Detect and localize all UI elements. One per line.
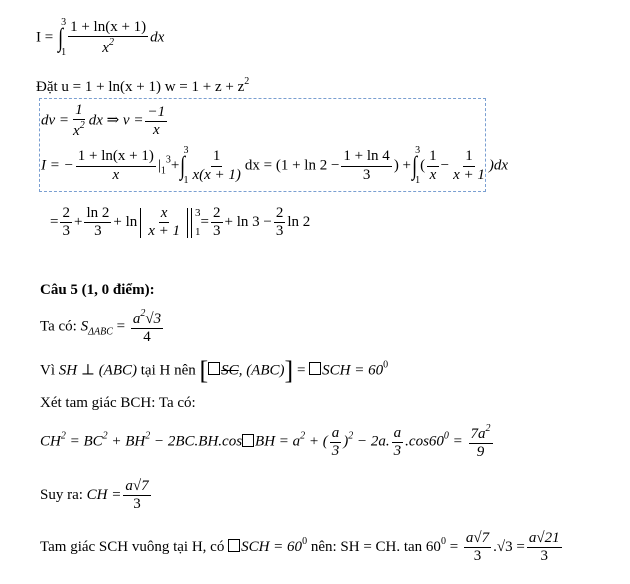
ibp-frac1	[76, 148, 156, 184]
last-deg: 0	[302, 536, 308, 548]
ibp-int-bot: 1	[183, 175, 189, 186]
last-frac1	[464, 530, 491, 566]
ibp-den2: x(x + 1)	[192, 166, 241, 183]
v-den: x	[152, 121, 160, 138]
dv-den	[71, 120, 87, 140]
res-eq: =	[50, 214, 59, 231]
ch-c: )	[343, 433, 349, 450]
res-end: ln 2	[287, 214, 311, 231]
res-top: 3	[195, 206, 201, 219]
suy-num: a√7	[123, 478, 150, 496]
res-n2: ln 2	[84, 205, 111, 223]
res-d2: 3	[94, 223, 102, 240]
last-n1: a√7	[464, 530, 491, 548]
ch-p: + BH	[107, 433, 146, 450]
result-line	[50, 205, 310, 241]
integrand-fraction	[68, 19, 148, 58]
integrand-denominator	[100, 37, 116, 57]
ibp-den1: x	[112, 166, 120, 183]
ibp-plus2: ) +	[393, 157, 412, 174]
ch-sup2: 2	[102, 430, 108, 442]
res-p3: + ln 3 −	[224, 214, 272, 231]
area-pre: Ta có:	[40, 318, 81, 335]
integration-by-parts-line	[41, 146, 508, 186]
ch-d1: 3	[331, 442, 340, 459]
last-d2: 3	[540, 548, 548, 565]
ibp-open-paren: (	[420, 157, 426, 174]
ch-sup6: 2	[485, 423, 491, 434]
res-frac4	[211, 205, 223, 241]
last-frac2	[527, 530, 562, 566]
ch-b: BH = a	[255, 433, 301, 450]
ibp-den5: x + 1	[453, 166, 485, 183]
dv-den-base: x	[73, 123, 80, 140]
res-n1: 2	[60, 205, 72, 223]
ch-frac1	[330, 425, 342, 461]
angle-line	[40, 358, 388, 384]
last-mid: nên: SH = CH. tan 60	[307, 539, 441, 556]
res-d3: x + 1	[148, 223, 181, 240]
ch-n3-text: 7a	[470, 426, 486, 442]
ibp-num2: 1	[211, 148, 223, 166]
ch-d2: 3	[393, 442, 402, 459]
ch-n3	[469, 423, 493, 444]
last-eq: =	[445, 539, 462, 556]
ibp-frac5	[451, 148, 487, 184]
ch-n2: a	[392, 425, 404, 443]
integral-lhs: I =	[36, 29, 57, 46]
area-num	[131, 308, 163, 329]
last-deg2: 0	[440, 536, 446, 548]
last-dot: .√3 =	[493, 539, 525, 556]
ibp-close: )dx	[488, 157, 509, 174]
ibp-num3: 1 + ln 4	[341, 148, 391, 166]
last-n2: a√21	[527, 530, 562, 548]
dv-fraction	[71, 102, 87, 141]
res-frac1	[60, 205, 72, 241]
area-S: S	[80, 318, 89, 335]
vi-sch: SCH = 60	[322, 362, 384, 379]
ch-sup5: 2	[348, 430, 354, 442]
ibp-dx-text: dx = (1 + ln 2 −	[244, 157, 340, 174]
ibp-num1: 1 + ln(x + 1)	[76, 148, 156, 166]
ibp-lhs: I = −	[41, 157, 74, 174]
integral-sign: ∫ 3 1	[58, 17, 67, 58]
dv-line	[41, 102, 169, 141]
suy-pre: Suy ra:	[40, 487, 87, 504]
den-exponent: 2	[108, 37, 114, 48]
ibp-frac3	[341, 148, 391, 184]
last-d1: 3	[473, 548, 482, 565]
substitution-line	[36, 77, 249, 95]
ch-sup3: 2	[145, 430, 151, 442]
ch-m2: − 2a.	[353, 433, 390, 450]
triangle-bch-line: Xét tam giác BCH: Ta có:	[40, 395, 196, 411]
dv-mid: dx ⇒ v =	[88, 112, 144, 129]
substitution-text: Đặt u = 1 + ln(x + 1) w = 1 + z + z	[36, 79, 245, 95]
ch-sup4: 2	[300, 430, 306, 442]
ch-l: CH	[40, 433, 61, 450]
res-bot: 1	[195, 225, 201, 238]
res-n3: x	[159, 205, 170, 223]
ibp-num5: 1	[463, 148, 475, 166]
open-bracket: [	[199, 356, 209, 385]
ch-frac3	[469, 423, 493, 462]
area-eq: =	[112, 318, 129, 335]
sh-line	[40, 530, 564, 566]
ibp-integral-sign-2: ∫ 3 1	[412, 145, 421, 186]
area-num-a: a	[132, 311, 141, 327]
vi-pre: Vì	[40, 362, 59, 379]
suy-den: 3	[133, 496, 141, 513]
angle-placeholder-icon-4	[228, 539, 240, 552]
res-frac5	[274, 205, 286, 241]
vi-mid: tại H nên	[137, 362, 200, 379]
last-pre: Tam giác SCH vuông tại H, có	[40, 539, 229, 556]
ch-n1: a	[330, 425, 342, 443]
ibp-frac4	[427, 148, 439, 184]
dv-den-exp: 2	[79, 120, 85, 132]
angle-placeholder-icon-2	[309, 362, 321, 375]
angle-placeholder-icon-3	[242, 434, 254, 447]
abs-bar-right	[187, 208, 188, 238]
ch-deg: 0	[443, 430, 449, 442]
area-frac	[131, 308, 163, 347]
area-num-exp: 2	[140, 308, 146, 319]
res-n5: 2	[274, 205, 286, 223]
angle-placeholder-icon	[208, 362, 220, 375]
res-frac2	[84, 205, 111, 241]
vi-deg: 0	[383, 359, 389, 371]
close-bracket: ]	[284, 356, 294, 385]
ch-eq: = BC	[65, 433, 103, 450]
suy-ch: CH =	[86, 487, 122, 504]
area-sub: ΔABC	[88, 326, 113, 338]
ibp-integral-sign: ∫ 3 1	[180, 145, 189, 186]
ibp-eval-top: 3	[165, 154, 171, 166]
vi-math: SH ⊥ (ABC)	[58, 362, 138, 379]
ch-eq2: =	[448, 433, 467, 450]
ch-sup1: 2	[60, 430, 66, 442]
question-heading: Câu 5 (1, 0 điểm):	[40, 282, 155, 298]
res-eq2: =	[200, 214, 209, 231]
ibp-plus: +	[170, 157, 180, 174]
area-line	[40, 308, 165, 347]
ch-frac2	[392, 425, 404, 461]
ch-d3: 9	[476, 444, 485, 461]
integral-dx: dx	[150, 29, 165, 46]
res-ln: + ln	[113, 214, 138, 231]
v-fraction	[145, 104, 167, 140]
vi-eq: =	[293, 362, 310, 379]
ch-p2: + (	[305, 433, 328, 450]
ch-m: − 2BC.BH.cos	[150, 433, 243, 450]
dv-num: 1	[73, 102, 85, 120]
eval-bar	[191, 208, 192, 238]
res-d5: 3	[275, 223, 284, 240]
area-num-rest: √3	[145, 311, 162, 327]
vi-rest: , (ABC)	[238, 362, 285, 379]
integral-definition	[36, 18, 164, 58]
ibp-den3: 3	[362, 166, 371, 183]
abs-bar-left	[140, 208, 141, 238]
integrand-numerator: 1 + ln(x + 1)	[68, 19, 148, 37]
ibp-minus: −	[440, 157, 450, 174]
integral-lower-limit: 1	[61, 47, 67, 58]
ibp-num4: 1	[427, 148, 439, 166]
dv-label: dv =	[41, 112, 70, 129]
res-p1: +	[73, 214, 83, 231]
last-sch: SCH = 60	[241, 539, 303, 556]
res-d4: 3	[213, 223, 221, 240]
integral-upper-limit: 3	[61, 17, 67, 28]
vi-sc: SC	[221, 362, 239, 379]
den-base: x	[102, 40, 109, 56]
ibp-int2-bot: 1	[415, 175, 421, 186]
ch-squared-line	[40, 423, 495, 462]
substitution-exponent: 2	[244, 76, 250, 87]
ibp-int2-top: 3	[415, 145, 421, 156]
ibp-eval-bar: |	[157, 157, 161, 174]
conclusion-line	[40, 478, 153, 514]
suy-frac	[123, 478, 150, 514]
ibp-frac2	[190, 148, 242, 184]
res-frac3	[146, 205, 182, 241]
v-num: −1	[145, 104, 167, 122]
area-den: 4	[143, 329, 151, 346]
ibp-den4: x	[429, 166, 437, 183]
ibp-int-top: 3	[183, 145, 189, 156]
res-d1: 3	[62, 223, 70, 240]
ch-cos: .cos60	[405, 433, 444, 450]
res-n4: 2	[211, 205, 223, 223]
ibp-eval-bottom: 1	[160, 165, 166, 177]
